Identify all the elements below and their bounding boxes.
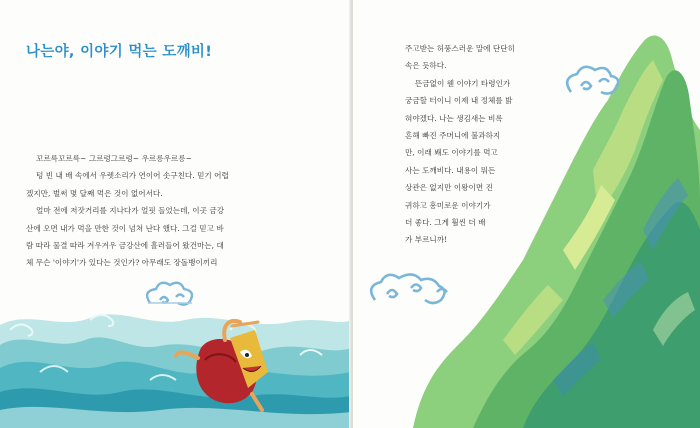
body-line: 귀하고 흥미로운 이야기가 bbox=[405, 200, 491, 210]
story-title: 나는야, 이야기 먹는 도깨비! bbox=[26, 44, 213, 60]
body-line: 흔해 빠진 주머니에 불과하지 bbox=[405, 131, 501, 141]
body-line: 체 무슨 '이야기'가 있다는 것인가? 아무래도 장돌뱅이끼리 bbox=[26, 258, 218, 268]
body-line: 뜬금없이 웬 이야기 타령인가 bbox=[415, 78, 511, 88]
body-line: 겠지만, 벌써 몇 달째 먹은 것이 없어서다. bbox=[26, 188, 163, 198]
body-line: 사는 도깨비다. 내용이 뭐든 bbox=[405, 165, 496, 175]
body-line: 얼마 전에 저잣거리를 지나다가 얼핏 들었는데, 이곳 금강 bbox=[36, 206, 225, 216]
body-line: 람 따라 물결 따라 겨우겨우 금강산에 흘러들어 왔건마는, 대 bbox=[26, 241, 224, 251]
body-line: 주고받는 허풍스러운 말에 단단히 bbox=[405, 44, 515, 53]
body-line: 더 좋다. 그게 훨씬 더 배 bbox=[405, 218, 486, 228]
right-page bbox=[353, 0, 700, 428]
body-line: 혀야겠다. 나는 생김새는 비록 bbox=[405, 113, 503, 123]
body-line: 가 부르니까! bbox=[405, 235, 448, 245]
body-line: 상관은 없지만 이왕이면 진 bbox=[405, 183, 493, 193]
body-line: 산에 오면 내가 먹을 만한 것이 넘쳐 난다 했다. 그걸 믿고 바 bbox=[26, 223, 224, 233]
swirl-cloud-left-icon bbox=[147, 283, 192, 305]
right-page-body bbox=[405, 40, 575, 249]
left-page-body bbox=[26, 150, 326, 272]
body-line: 텅 빈 내 배 속에서 우렛소리가 연이어 솟구친다. 믿기 어렵 bbox=[36, 171, 229, 181]
swirl-cloud-mid-icon bbox=[371, 274, 447, 303]
sea-waves bbox=[0, 314, 351, 428]
body-line: 만, 이래 봬도 이야기를 먹고 bbox=[405, 148, 498, 158]
sound-line: 꼬르륵꼬르륵~ 그르렁그르렁~ 우르릉우르릉~ bbox=[36, 154, 192, 163]
body-line: 속은 듯하다. bbox=[405, 61, 447, 71]
body-line: 궁금할 터이니 이제 내 정체를 밝 bbox=[405, 96, 513, 106]
